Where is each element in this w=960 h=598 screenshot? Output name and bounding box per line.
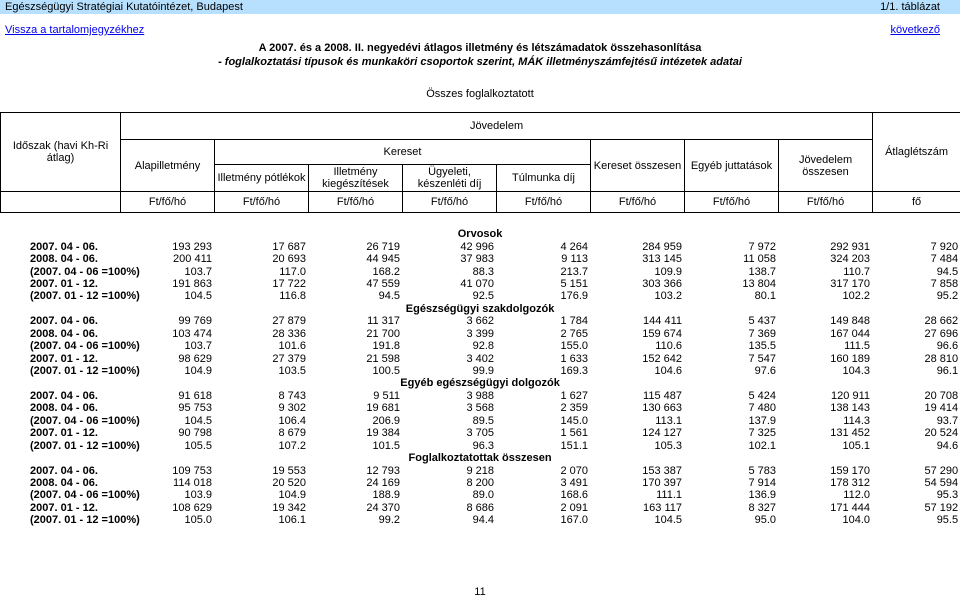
table-row: [0, 514, 960, 526]
section-header-row: [0, 228, 960, 240]
row-label: 2007. 01 - 12.: [30, 501, 98, 514]
table-cell: 11 058: [743, 253, 776, 266]
table-cell: 57 290: [924, 464, 959, 477]
table-cell: 153 387: [642, 464, 682, 477]
table-cell: 7 920: [930, 240, 959, 253]
table-cell: 13 804: [742, 277, 776, 290]
table-cell: 111.5: [844, 340, 870, 353]
table-cell: 103 474: [172, 327, 212, 340]
row-label: (2007. 04 - 06 =100%): [30, 414, 140, 427]
table-cell: 95.0: [754, 514, 776, 527]
table-cell: 107.2: [278, 439, 306, 452]
table-cell: 7 484: [930, 253, 959, 266]
table-cell: 103.7: [184, 340, 212, 353]
table-cell: 91 618: [178, 389, 212, 402]
report-header-bar: [0, 0, 960, 14]
table-cell: 54 594: [924, 476, 959, 489]
table-cell: 12 793: [366, 464, 400, 477]
table-cell: 104.3: [842, 365, 870, 378]
col-oncall-fee: Ügyeleti, készenléti díj: [403, 165, 497, 192]
row-label: (2007. 01 - 12 =100%): [30, 439, 140, 452]
table-cell: 4 264: [560, 240, 588, 253]
section-header-row: [0, 303, 960, 315]
table-cell: 8 679: [278, 427, 306, 440]
row-label: (2007. 01 - 12 =100%): [30, 514, 140, 527]
row-label: 2007. 01 - 12.: [30, 352, 98, 365]
data-table: [0, 228, 960, 527]
table-cell: 9 302: [278, 402, 306, 415]
table-cell: 88.3: [472, 265, 494, 278]
unit-label: Ft/fő/hó: [121, 192, 215, 213]
table-cell: 24 169: [366, 476, 400, 489]
table-number: 1/1. táblázat: [880, 1, 940, 13]
table-cell: 5 783: [748, 464, 776, 477]
table-cell: 108 629: [172, 501, 212, 514]
table-cell: 99 769: [178, 315, 212, 328]
table-cell: 145.0: [560, 414, 588, 427]
table-cell: 96.6: [936, 340, 959, 353]
table-cell: 94.5: [378, 290, 400, 303]
table-cell: 1 784: [560, 315, 588, 328]
table-cell: 3 568: [466, 402, 494, 415]
unit-label: Ft/fő/hó: [215, 192, 309, 213]
table-cell: 116.8: [279, 290, 306, 303]
population-label: Összes foglalkoztatott: [426, 88, 534, 100]
row-label: 2007. 01 - 12.: [30, 427, 98, 440]
table-cell: 144 411: [643, 315, 682, 328]
table-cell: 19 342: [272, 501, 306, 514]
table-cell: 21 598: [366, 352, 400, 365]
table-cell: 95 753: [178, 402, 212, 415]
table-cell: 11 317: [367, 315, 400, 328]
column-header-table: [0, 112, 960, 213]
table-cell: 135.5: [748, 340, 776, 353]
col-supplements: Illetmény kiegészítések: [309, 165, 403, 192]
table-cell: 2 091: [560, 501, 588, 514]
section-header-row: [0, 452, 960, 464]
table-cell: 26 719: [366, 240, 400, 253]
table-cell: 92.8: [472, 340, 494, 353]
row-label: (2007. 04 - 06 =100%): [30, 489, 140, 502]
table-cell: 3 988: [466, 389, 494, 402]
section-header-row: [0, 377, 960, 389]
table-cell: 138.7: [748, 265, 776, 278]
table-cell: 28 336: [272, 327, 306, 340]
unit-label: fő: [873, 192, 960, 213]
table-row: [0, 439, 960, 451]
col-overtime-fee: Túlmunka díj: [497, 165, 591, 192]
table-cell: 149 848: [830, 315, 870, 328]
table-cell: 95.5: [936, 514, 959, 527]
table-cell: 178 312: [830, 476, 870, 489]
section-title: Foglalkoztatottak összesen: [408, 452, 552, 465]
col-earnings-total: Kereset összesen: [591, 140, 685, 192]
col-headcount: Átlaglétszám: [873, 113, 960, 192]
table-cell: 27 696: [924, 327, 959, 340]
table-cell: 2 070: [560, 464, 588, 477]
table-cell: 103.7: [184, 265, 212, 278]
table-cell: 105.1: [842, 439, 870, 452]
table-cell: 1 561: [560, 427, 588, 440]
table-cell: 3 491: [560, 476, 588, 489]
table-cell: 292 931: [830, 240, 870, 253]
table-cell: 7 369: [748, 327, 776, 340]
col-group-earnings: Kereset: [215, 140, 591, 165]
table-row: [0, 290, 960, 302]
table-cell: 80.1: [754, 290, 776, 303]
row-label: (2007. 01 - 12 =100%): [30, 290, 140, 303]
table-cell: 110.6: [655, 340, 682, 353]
table-cell: 109 753: [172, 464, 212, 477]
col-period: Időszak (havi Kh-Ri átlag): [1, 113, 121, 192]
table-cell: 95.3: [936, 489, 959, 502]
table-cell: 20 520: [272, 476, 306, 489]
table-row: [0, 427, 960, 439]
table-cell: 89.5: [472, 414, 494, 427]
table-cell: 98 629: [178, 352, 212, 365]
table-cell: 5 437: [748, 315, 776, 328]
table-cell: 9 511: [373, 389, 400, 402]
back-to-contents-link[interactable]: Vissza a tartalomjegyzékhez: [5, 24, 145, 36]
table-row: [0, 402, 960, 414]
col-group-income: Jövedelem: [121, 113, 873, 140]
unit-label: Ft/fő/hó: [779, 192, 873, 213]
table-cell: 99.2: [378, 514, 400, 527]
table-cell: 176.9: [560, 290, 588, 303]
table-row: [0, 464, 960, 476]
table-cell: 7 480: [748, 402, 776, 415]
table-cell: 103.5: [278, 365, 306, 378]
table-row: [0, 477, 960, 489]
table-cell: 200 411: [173, 253, 212, 266]
table-cell: 137.9: [748, 414, 776, 427]
table-cell: 28 662: [924, 315, 959, 328]
row-label: (2007. 04 - 06 =100%): [30, 340, 140, 353]
table-cell: 41 070: [460, 277, 494, 290]
row-label: 2007. 01 - 12.: [30, 277, 98, 290]
table-cell: 159 170: [830, 464, 870, 477]
table-cell: 100.5: [372, 365, 400, 378]
table-cell: 213.7: [560, 265, 588, 278]
table-cell: 104.5: [654, 514, 682, 527]
table-cell: 101.6: [278, 340, 306, 353]
unit-label: Ft/fő/hó: [591, 192, 685, 213]
table-row: [0, 240, 960, 252]
col-other-benefits: Egyéb juttatások: [685, 140, 779, 192]
table-cell: 105.0: [184, 514, 212, 527]
table-cell: 7 547: [748, 352, 776, 365]
table-cell: 110.7: [843, 265, 870, 278]
table-cell: 188.9: [372, 489, 400, 502]
table-cell: 130 663: [642, 402, 682, 415]
table-cell: 193 293: [172, 240, 212, 253]
table-cell: 109.9: [654, 265, 682, 278]
table-cell: 3 705: [466, 427, 494, 440]
table-cell: 5 151: [560, 277, 588, 290]
table-cell: 117.0: [279, 265, 306, 278]
table-cell: 104.5: [184, 290, 212, 303]
table-row: [0, 502, 960, 514]
table-cell: 102.1: [748, 439, 776, 452]
table-cell: 20 693: [272, 253, 306, 266]
table-cell: 191.8: [372, 340, 400, 353]
table-cell: 152 642: [642, 352, 682, 365]
table-cell: 104.6: [654, 365, 682, 378]
table-cell: 95.2: [936, 290, 959, 303]
table-cell: 19 681: [366, 402, 400, 415]
table-cell: 2 359: [560, 402, 588, 415]
table-cell: 112.0: [843, 489, 870, 502]
table-cell: 101.5: [372, 439, 400, 452]
table-cell: 5 424: [748, 389, 776, 402]
table-cell: 7 325: [748, 427, 776, 440]
row-label: 2008. 04 - 06.: [30, 476, 98, 489]
table-cell: 93.7: [936, 414, 959, 427]
table-cell: 115 487: [643, 389, 682, 402]
table-cell: 324 203: [830, 253, 870, 266]
table-cell: 47 559: [366, 277, 400, 290]
table-cell: 99.9: [472, 365, 494, 378]
table-row: [0, 365, 960, 377]
table-cell: 105.3: [654, 439, 682, 452]
table-cell: 19 384: [366, 427, 400, 440]
table-cell: 20 708: [924, 389, 959, 402]
table-cell: 159 674: [642, 327, 682, 340]
table-cell: 113.1: [655, 414, 682, 427]
table-cell: 114.3: [843, 414, 870, 427]
table-cell: 2 765: [560, 327, 588, 340]
table-cell: 168.6: [560, 489, 588, 502]
table-cell: 24 370: [366, 501, 400, 514]
table-row: [0, 390, 960, 402]
row-label: 2007. 04 - 06.: [30, 240, 98, 253]
table-cell: 111.1: [656, 489, 682, 502]
table-cell: 94.6: [936, 439, 959, 452]
col-allowances: Illetmény pótlékok: [215, 165, 309, 192]
report-subtitle: - foglalkoztatási típusok és munkaköri csoportok szerint, MÁK illetményszámfejtésű intézetek adatai: [218, 56, 742, 68]
table-cell: 96.3: [472, 439, 494, 452]
table-cell: 19 414: [924, 402, 959, 415]
institute-name: Egészségügyi Stratégiai Kutatóintézet, Budapest: [5, 1, 243, 13]
table-cell: 105.5: [184, 439, 212, 452]
table-cell: 3 402: [466, 352, 494, 365]
table-cell: 37 983: [460, 253, 494, 266]
table-cell: 124 127: [642, 427, 682, 440]
col-income-total: Jövedelem összesen: [779, 140, 873, 192]
row-label: 2007. 04 - 06.: [30, 464, 98, 477]
table-cell: 102.2: [842, 290, 870, 303]
table-cell: 44 945: [366, 253, 400, 266]
table-cell: 17 722: [272, 277, 306, 290]
table-cell: 171 444: [830, 501, 870, 514]
table-cell: 167.0: [560, 514, 588, 527]
table-cell: 131 452: [830, 427, 870, 440]
table-cell: 103.9: [184, 489, 212, 502]
table-cell: 114 018: [173, 476, 212, 489]
table-cell: 7 858: [930, 277, 959, 290]
table-cell: 136.9: [748, 489, 776, 502]
table-cell: 160 189: [830, 352, 870, 365]
table-cell: 8 327: [748, 501, 776, 514]
table-row: [0, 265, 960, 277]
table-cell: 21 700: [366, 327, 400, 340]
table-cell: 7 972: [748, 240, 776, 253]
table-cell: 104.9: [278, 489, 306, 502]
table-cell: 8 200: [466, 476, 494, 489]
table-cell: 57 192: [924, 501, 959, 514]
table-cell: 104.5: [184, 414, 212, 427]
section-title: Orvosok: [457, 228, 503, 241]
table-cell: 155.0: [560, 340, 588, 353]
section-title: Egyéb egészségügyi dolgozók: [400, 377, 560, 390]
report-title: A 2007. és a 2008. II. negyedévi átlagos illetmény és létszámadatok összehasonlítása: [258, 42, 702, 54]
table-row: [0, 253, 960, 265]
table-cell: 167 044: [830, 327, 870, 340]
table-cell: 103.2: [654, 290, 682, 303]
table-cell: 97.6: [754, 365, 776, 378]
table-cell: 1 627: [560, 389, 588, 402]
table-cell: 94.4: [472, 514, 494, 527]
next-page-link[interactable]: következő: [890, 24, 940, 36]
table-row: [0, 278, 960, 290]
table-cell: 120 911: [831, 389, 870, 402]
table-cell: 168.2: [372, 265, 400, 278]
row-label: 2008. 04 - 06.: [30, 327, 98, 340]
table-cell: 303 366: [642, 277, 682, 290]
row-label: (2007. 01 - 12 =100%): [30, 365, 140, 378]
table-cell: 104.0: [842, 514, 870, 527]
table-row: [0, 340, 960, 352]
table-cell: 8 743: [278, 389, 306, 402]
unit-label: Ft/fő/hó: [403, 192, 497, 213]
table-cell: 8 686: [466, 501, 494, 514]
table-cell: 27 379: [272, 352, 306, 365]
row-label: 2007. 04 - 06.: [30, 389, 98, 402]
table-cell: 27 879: [272, 315, 306, 328]
table-cell: 94.5: [936, 265, 959, 278]
table-cell: 169.3: [560, 365, 588, 378]
table-cell: 9 113: [561, 253, 588, 266]
table-cell: 92.5: [472, 290, 494, 303]
table-cell: 90 798: [178, 427, 212, 440]
table-cell: 1 633: [560, 352, 588, 365]
table-cell: 3 662: [466, 315, 494, 328]
table-cell: 28 810: [924, 352, 959, 365]
table-cell: 17 687: [272, 240, 306, 253]
row-label: 2008. 04 - 06.: [30, 402, 98, 415]
table-cell: 104.9: [184, 365, 212, 378]
col-base-salary: Alapilletmény: [121, 140, 215, 192]
table-cell: 19 553: [272, 464, 306, 477]
table-cell: 191 863: [172, 277, 212, 290]
table-cell: 284 959: [642, 240, 682, 253]
table-cell: 206.9: [372, 414, 400, 427]
table-cell: 9 218: [466, 464, 494, 477]
table-cell: 89.0: [472, 489, 494, 502]
table-row: [0, 415, 960, 427]
table-cell: 170 397: [642, 476, 682, 489]
table-cell: 7 914: [748, 476, 776, 489]
unit-label: Ft/fő/hó: [685, 192, 779, 213]
row-label: (2007. 04 - 06 =100%): [30, 265, 140, 278]
table-cell: 106.1: [278, 514, 306, 527]
section-title: Egészségügyi szakdolgozók: [405, 302, 555, 315]
table-cell: 3 399: [466, 327, 494, 340]
table-cell: 20 524: [924, 427, 959, 440]
table-row: [0, 489, 960, 501]
table-cell: 163 117: [643, 501, 682, 514]
table-cell: 151.1: [560, 439, 588, 452]
row-label: 2008. 04 - 06.: [30, 253, 98, 266]
unit-label: Ft/fő/hó: [309, 192, 403, 213]
table-row: [0, 315, 960, 327]
table-cell: 42 996: [460, 240, 494, 253]
row-label: 2007. 04 - 06.: [30, 315, 98, 328]
table-row: [0, 352, 960, 364]
table-cell: 96.1: [936, 365, 959, 378]
table-row: [0, 328, 960, 340]
table-cell: 313 145: [642, 253, 682, 266]
page-number: 11: [474, 586, 486, 598]
table-cell: 138 143: [830, 402, 870, 415]
unit-label: Ft/fő/hó: [497, 192, 591, 213]
table-cell: 317 170: [830, 277, 870, 290]
table-cell: 106.4: [278, 414, 306, 427]
